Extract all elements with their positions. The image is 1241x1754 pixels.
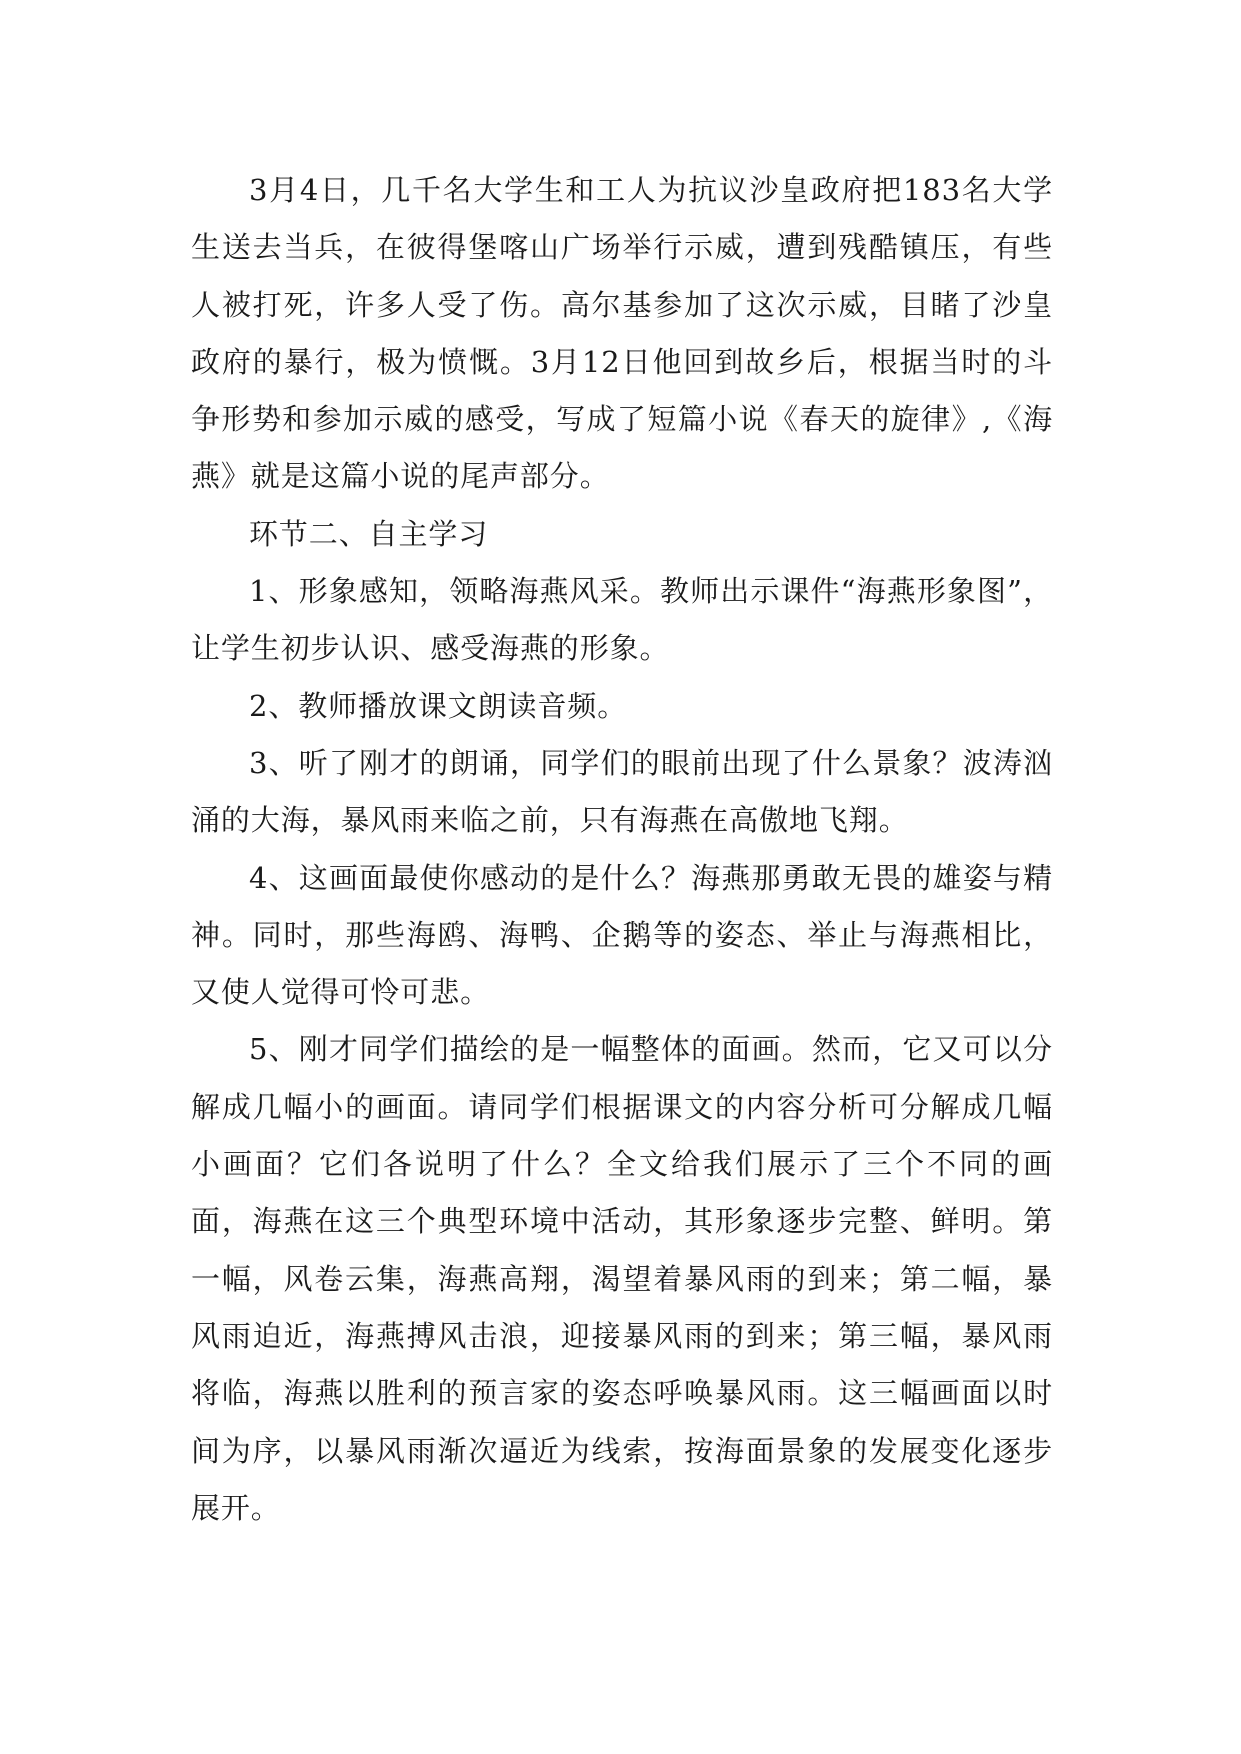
paragraph-step-2: 2、教师播放课文朗读音频。 bbox=[249, 688, 628, 723]
paragraph-background: 3月4日，几千名大学生和工人为抗议沙皇政府把183名大学生送去当兵，在彼得堡喀山广场举行示威，遭到残酷镇压，有些人被打死，许多人受了伤。高尔基参加了这次示威，目睹了沙皇政府的暴行，极为愤慨。3月12日他回到故乡后，根据当时的斗争形势和参加示威的感受，写成了短篇小说《春天的旋律》,《海燕》就是这篇小说的尾声部分。 bbox=[191, 173, 1053, 494]
paragraph-step-1: 1、形象感知，领略海燕风采。教师出示课件“海燕形象图”，让学生初步认识、感受海燕的形象。 bbox=[191, 574, 1053, 666]
paragraph-step-5: 5、刚才同学们描绘的是一幅整体的面画。然而，它又可以分解成几幅小的画面。请同学们根据课文的内容分析可分解成几幅小画面？它们各说明了什么？全文给我们展示了三个不同的画面，海燕在这三个典型环境中活动，其形象逐步完整、鲜明。第一幅，风卷云集，海燕高翔，渴望着暴风雨的到来；第二幅，暴风雨迫近，海燕搏风击浪，迎接暴风雨的到来；第三幅，暴风雨将临，海燕以胜利的预言家的姿态呼唤暴风雨。这三幅画面以时间为序，以暴风雨渐次逼近为线索，按海面景象的发展变化逐步展开。 bbox=[191, 1032, 1053, 1525]
paragraph-step-4: 4、这画面最使你感动的是什么？海燕那勇敢无畏的雄姿与精神。同时，那些海鸥、海鸭、企鹅等的姿态、举止与海燕相比，又使人觉得可怜可悲。 bbox=[191, 860, 1053, 1010]
document-body bbox=[191, 162, 1053, 1537]
paragraph-step-3: 3、听了刚才的朗诵，同学们的眼前出现了什么景象？波涛汹涌的大海，暴风雨来临之前，只有海燕在高傲地飞翔。 bbox=[191, 745, 1053, 838]
section-heading: 环节二、自主学习 bbox=[249, 516, 489, 551]
